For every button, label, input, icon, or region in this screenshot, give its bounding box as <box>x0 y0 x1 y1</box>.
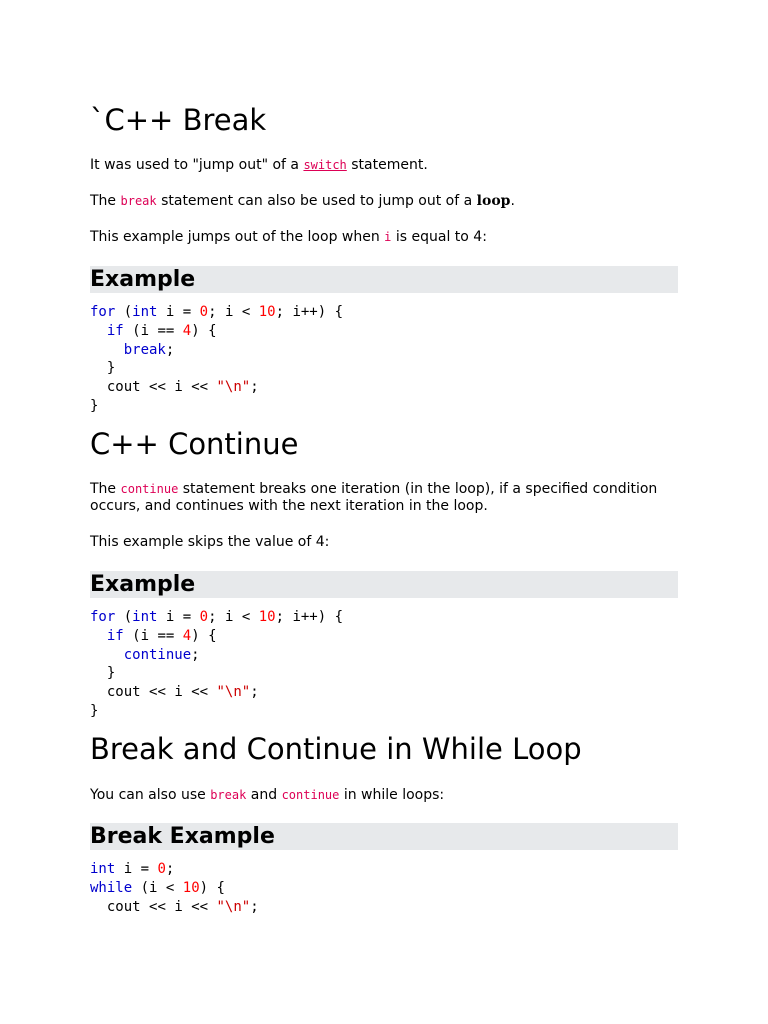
code-text: } <box>106 360 116 377</box>
code-text: { <box>334 304 344 320</box>
code-text: ( <box>132 627 141 644</box>
code-text: i <box>140 627 150 644</box>
code-text: < <box>241 304 251 320</box>
continue-inline-code: continue <box>281 788 340 802</box>
code-text: ) <box>317 609 327 625</box>
continue-heading: C++ Continue <box>90 427 299 461</box>
code-keyword: continue <box>123 646 192 663</box>
code-keyword: break <box>123 341 166 358</box>
code-text: << <box>149 898 166 915</box>
code-text: == <box>157 627 175 644</box>
break-heading: `C++ Break <box>90 103 267 137</box>
code-text: i <box>174 898 183 915</box>
code-number: 0 <box>199 304 209 320</box>
break-intro-paragraph <box>90 157 682 174</box>
code-text: i <box>174 684 183 701</box>
code-text: { <box>208 627 217 644</box>
text: The <box>90 481 121 497</box>
text: statement can also be used to jump out of a <box>156 193 477 209</box>
code-text: { <box>334 609 344 625</box>
code-text: ; <box>275 609 285 625</box>
code-text: ; <box>165 341 175 358</box>
code-text: ( <box>123 609 133 625</box>
code-text: ( <box>132 322 141 339</box>
code-text: { <box>208 322 217 339</box>
code-text: cout <box>106 898 141 915</box>
text: statement breaks one iteration (in the loop), if a specified condition occurs, and continues with the next iteration in the loop. <box>90 481 658 514</box>
code-number: 0 <box>199 609 209 625</box>
code-text: i <box>224 609 234 625</box>
code-number: 4 <box>182 322 192 339</box>
code-text: ; <box>191 646 200 663</box>
code-text: = <box>182 609 192 625</box>
text: It was used to "jump out" of a <box>90 157 304 173</box>
text: is equal to 4: <box>391 229 487 245</box>
code-keyword: for <box>90 609 116 625</box>
break-code-block <box>90 303 343 416</box>
code-text: ; <box>250 684 259 701</box>
code-keyword: int <box>132 609 158 625</box>
code-text: cout <box>106 379 141 396</box>
code-text: i <box>174 379 183 396</box>
code-text: i <box>140 322 150 339</box>
code-text: ) <box>191 627 200 644</box>
continue-example-description: This example skips the value of 4: <box>90 534 330 550</box>
code-text: ; <box>208 609 217 625</box>
code-text: cout <box>106 684 141 701</box>
code-text: } <box>90 702 99 719</box>
example-header-bar <box>90 571 678 598</box>
text: This example jumps out of the loop when <box>90 229 385 245</box>
code-text: ( <box>140 879 150 896</box>
code-text: i <box>123 861 133 877</box>
code-text: == <box>157 322 175 339</box>
code-text: } <box>90 397 99 414</box>
code-text: << <box>149 684 166 701</box>
code-string: "\n" <box>216 379 251 396</box>
code-text: << <box>191 379 209 396</box>
example-heading: Example <box>90 267 196 292</box>
code-text: i <box>224 304 234 320</box>
text: statement. <box>346 157 428 173</box>
example-header-bar <box>90 823 678 850</box>
code-text: ) <box>199 879 209 896</box>
text: . <box>510 193 515 209</box>
code-text: ; <box>208 304 217 320</box>
code-text: i++ <box>292 609 318 625</box>
code-text: << <box>149 379 166 396</box>
code-text: ) <box>317 304 327 320</box>
i-inline-code: i <box>384 230 392 244</box>
code-text: << <box>191 684 209 701</box>
code-keyword: if <box>106 322 124 339</box>
example-header-bar <box>90 266 678 293</box>
code-number: 10 <box>182 879 200 896</box>
code-text: ; <box>275 304 285 320</box>
while-intro-paragraph <box>90 787 682 804</box>
code-text: i <box>149 879 158 896</box>
code-text: < <box>165 879 175 896</box>
continue-intro-paragraph <box>90 481 682 515</box>
code-number: 10 <box>258 304 276 320</box>
example-heading: Example <box>90 572 196 597</box>
code-keyword: for <box>90 304 116 320</box>
code-text: = <box>140 861 150 877</box>
loop-bold-text: loop <box>476 193 511 209</box>
code-text: ; <box>165 861 175 877</box>
code-keyword: while <box>90 879 133 896</box>
code-number: 4 <box>182 627 192 644</box>
code-string: "\n" <box>216 898 251 915</box>
continue-inline-code: continue <box>120 482 179 496</box>
break-loop-paragraph <box>90 193 682 210</box>
code-keyword: int <box>132 304 158 320</box>
text: in while loops: <box>339 787 445 803</box>
code-text: ( <box>123 304 133 320</box>
code-number: 10 <box>258 609 276 625</box>
code-text: ) <box>191 322 200 339</box>
break-example-heading: Break Example <box>90 824 275 849</box>
code-text: ; <box>250 898 259 915</box>
text: The <box>90 193 121 209</box>
switch-code-link[interactable]: switch <box>303 158 347 172</box>
code-text: = <box>182 304 192 320</box>
code-text: { <box>216 879 225 896</box>
break-inline-code: break <box>120 194 157 208</box>
code-text: << <box>191 898 209 915</box>
code-number: 0 <box>157 861 166 877</box>
code-text: i <box>165 304 175 320</box>
text: You can also use <box>90 787 211 803</box>
code-keyword: int <box>90 861 116 877</box>
continue-code-block <box>90 608 343 721</box>
code-text: } <box>106 665 116 682</box>
break-inline-code: break <box>210 788 247 802</box>
code-text: i++ <box>292 304 318 320</box>
code-text: i <box>165 609 175 625</box>
text: and <box>246 787 282 803</box>
while-loop-heading: Break and Continue in While Loop <box>90 732 582 766</box>
code-string: "\n" <box>216 684 251 701</box>
code-text: ; <box>250 379 259 396</box>
break-example-description <box>90 229 682 246</box>
code-text: < <box>241 609 251 625</box>
code-keyword: if <box>106 627 124 644</box>
while-break-code-block <box>90 860 259 916</box>
